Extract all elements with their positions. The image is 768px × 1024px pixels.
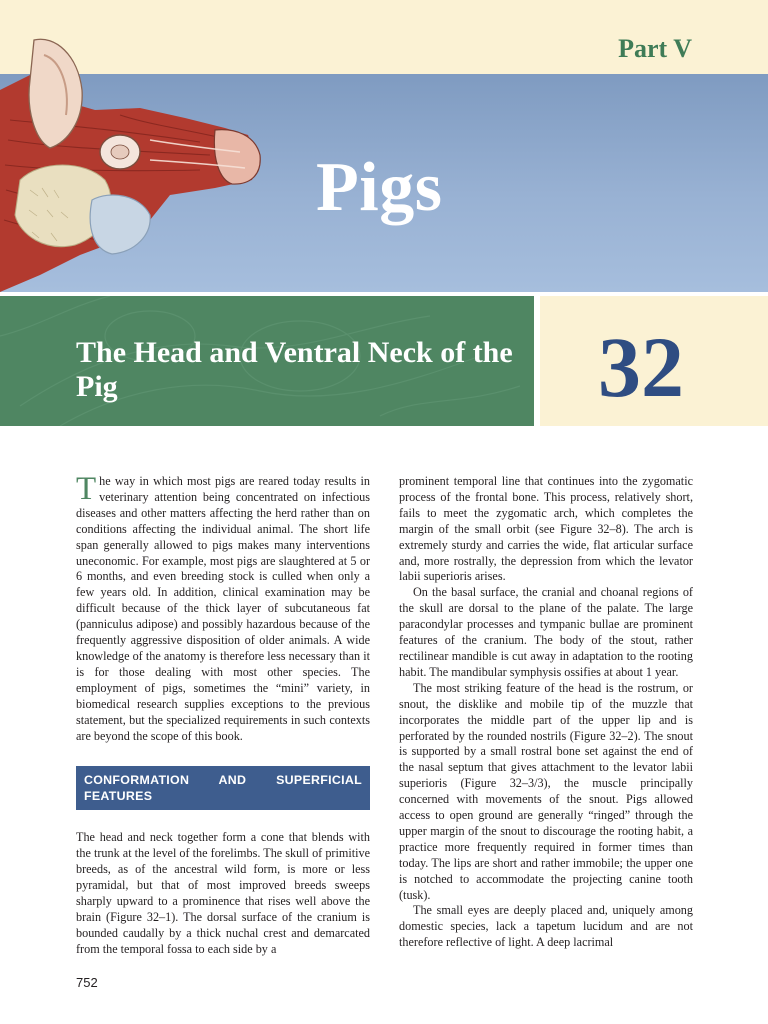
left-column bbox=[76, 471, 370, 958]
part-label: Part V bbox=[618, 34, 692, 63]
intro-text: he way in which most pigs are reared today results in veterinary attention being concentrated on infectious diseases and other matters affecting the herd rather than on conditions affecting the individual animal. The short life span generally allowed to pigs makes many interventions uneconomic. For example, most pigs are slaughtered at 5 or 6 months, and even breeding stock is culled when only a few years old. In addition, clinical examination may be difficult because of the thick layer of subcutaneous fat (panniculus adipose) and possibly hazardous because of the frequently aggressive disposition of older animals. A wide knowledge of the anatomy is therefore less necessary than it is for those dealing with most other species. The employment of pigs, sometimes the “mini” variety, in biomedical research supplies exceptions to the previous statement, but the specialized requirements in such contexts are beyond the scope of this book. bbox=[76, 474, 370, 743]
intro-paragraph bbox=[76, 471, 370, 744]
body-paragraph: The small eyes are deeply placed and, uniquely among domestic species, lack a tapetum lucidum and are not therefore reflective of light. A deep lacrimal bbox=[399, 903, 693, 950]
body-paragraph: On the basal surface, the cranial and choanal regions of the skull are dorsal to the plane of the palate. The large paracondylar processes and tympanic bullae are prominent features of the cranium. The body of the stout, rather rectilinear mandible is cut away in adaptation to the rooting habit. The mandibular symphysis ossifies at about 1 year. bbox=[399, 585, 693, 679]
chapter-number: 32 bbox=[598, 319, 684, 415]
drop-cap: T bbox=[76, 471, 97, 507]
body-paragraph: The most striking feature of the head is the rostrum, or snout, the disklike and mobile tip of the muzzle that incorporates the middle part of the upper lip and is perforated by the rounded nostrils (Figure 32–2). The snout is supported by a small rostral bone set against the end of the nasal septum that gives attachment to the levator labii superioris (Figure 32–3/3), the muscle principally concerned with movements of the snout. Pigs allowed access to open ground are generally “ringed” through the upper margin of the snout to discourage the rooting habit, a practice more frequently required in former times than today. The lips are short and rather immobile; the upper one is notched to accommodate the projecting canine tooth (tusk). bbox=[399, 680, 693, 902]
page-number: 752 bbox=[76, 975, 98, 990]
pig-head-anatomy-illustration bbox=[0, 30, 265, 294]
body-paragraph: prominent temporal line that continues into the zygomatic process of the frontal bone. This process, relatively short, fails to meet the zygomatic arch, which completes the margin of the small orbit (see Figure 32–8). The arch is extremely sturdy and carries the wide, flat articular surface and, more rostrally, the depression from which the levator labii superioris arises. bbox=[399, 474, 693, 584]
section-title: Pigs bbox=[316, 149, 443, 226]
chapter-title: The Head and Ventral Neck of the Pig bbox=[76, 336, 513, 403]
section-heading: CONFORMATION AND SUPERFICIAL FEATURES bbox=[76, 766, 370, 810]
body-paragraph: The head and neck together form a cone that blends with the trunk at the level of the forelimbs. The skull of primitive breeds, as of the ancestral wild form, is more or less pyramidal, but that of most improved breeds sweeps sharply upward to a prominence that rises well above the brain (Figure 32–1). The dorsal surface of the cranium is bounded caudally by a thick nuchal crest and demarcated from the temporal fossa to each side by a bbox=[76, 830, 370, 956]
right-column bbox=[399, 474, 693, 951]
